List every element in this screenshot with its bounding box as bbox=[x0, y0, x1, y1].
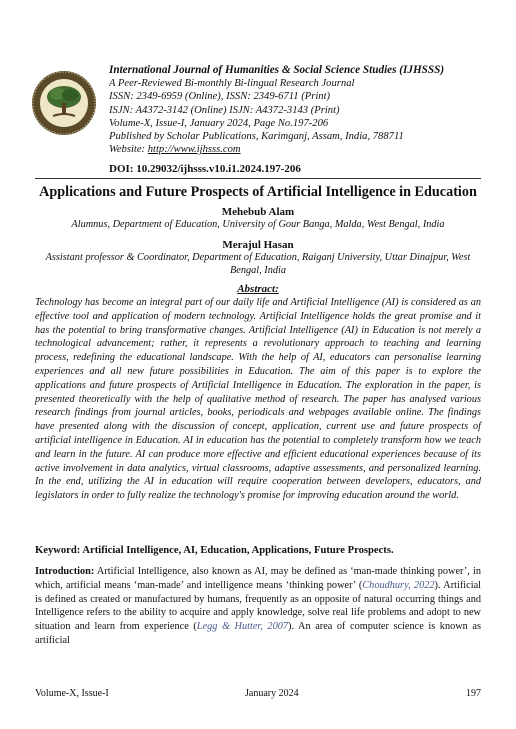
journal-publisher: Published by Scholar Publications, Karimganj, Assam, India, 788711 bbox=[109, 131, 404, 143]
footer-date: January 2024 bbox=[245, 688, 299, 699]
abstract-body: Technology has become an integral part of our daily life and Artificial Intelligence (AI) is considered as an effective tool and application of modern technology. Artificial Intelligence holds the great promise and it has the potential to bring transformative changes. Artificial Intelligence (AI) in Education is not merely a technological advancement; rather, it represents a revolutionary approach to teaching and learning process, redefining the educational landscape. With the help of AI, educators can personalise learning experiences and all new future possibilities in Education. The aim of this paper is to explore the applications and future prospects of Artificial Intelligence in Education. The exploration in the paper, is presented theoretically with the help of qualitative method of research. The paper has analysed various research findings from journal articles, books, periodicals and webpages available online. The findings have presented along with the discussion of concept, application, current use and future prospects of artificial intelligence in Education. AI in education has the potential to completely transform how we teach and learn in the future. AI can produce more effective and efficient educational experiences because of its active involvement in data analytics, virtual classrooms, adaptive assessments, and personalized learning. In the end, utilizing the AI in education will require cooperation between developers, educators, and legislators in order to fully realize the technology's promise for improving education around the world. bbox=[35, 297, 481, 502]
doi: DOI: 10.29032/ijhsss.v10.i1.2024.197-206 bbox=[109, 163, 301, 175]
journal-peer-reviewed: A Peer-Reviewed Bi-monthly Bi-lingual Research Journal bbox=[109, 78, 355, 90]
intro-text-3: ). An area of computer science is known as artificial bbox=[35, 621, 481, 646]
citation-1[interactable]: Choudhury, 2022 bbox=[362, 579, 435, 591]
author-name-1: Mehebub Alam bbox=[221, 206, 295, 218]
journal-logo bbox=[31, 70, 97, 136]
header-divider bbox=[35, 178, 481, 179]
journal-issn: ISSN: 2349-6959 (Online), ISSN: 2349-6711 (Print) bbox=[109, 91, 331, 103]
journal-title: International Journal of Humanities & Social Science Studies (IJHSSS) bbox=[109, 64, 445, 76]
abstract-heading: Abstract: bbox=[237, 283, 279, 295]
website-label: Website: bbox=[109, 144, 148, 156]
journal-website bbox=[109, 143, 509, 156]
journal-volume: Volume-X, Issue-I, January 2024, Page No.197-206 bbox=[109, 117, 329, 129]
journal-isjn: ISJN: A4372-3142 (Online) ISJN: A4372-3143 (Print) bbox=[109, 104, 340, 116]
intro-text-1: Artificial Intelligence, also known as AI, may be defined as ‘man-made thinking power’, in which, artificial means ‘man-made’ and intelligence means ‘thinking power’ ( bbox=[35, 566, 481, 591]
introduction bbox=[35, 565, 481, 648]
website-link[interactable]: http://www.ijhsss.com bbox=[147, 144, 241, 156]
author-name-2: Merajul Hasan bbox=[222, 239, 294, 251]
journal-info bbox=[109, 64, 509, 156]
intro-heading: Introduction: bbox=[35, 566, 95, 577]
keywords: Keyword: Artificial Intelligence, AI, Education, Applications, Future Prospects. bbox=[35, 545, 394, 556]
intro-text-2: ). Artificial is defined as created or manufactured by humans, frequently as an opposite of natural occurring things and Intelligence refers to the ability to acquire and apply knowledge, solve real life problems and adopt to new situation and learn from experience ( bbox=[35, 579, 482, 633]
paper-title: Applications and Future Prospects of Artificial Intelligence in Education bbox=[39, 184, 477, 200]
footer-volume: Volume-X, Issue-I bbox=[35, 688, 109, 699]
citation-2[interactable]: Legg & Hutter, 2007 bbox=[196, 621, 289, 633]
author-affiliation-1: Alumnus, Department of Education, University of Gour Banga, Malda, West Bengal, India bbox=[71, 219, 445, 230]
footer-page-number: 197 bbox=[466, 688, 481, 699]
author-affiliation-2: Assistant professor & Coordinator, Department of Education, Raiganj University, Uttar Dinajpur, West Bengal, India bbox=[45, 252, 471, 276]
